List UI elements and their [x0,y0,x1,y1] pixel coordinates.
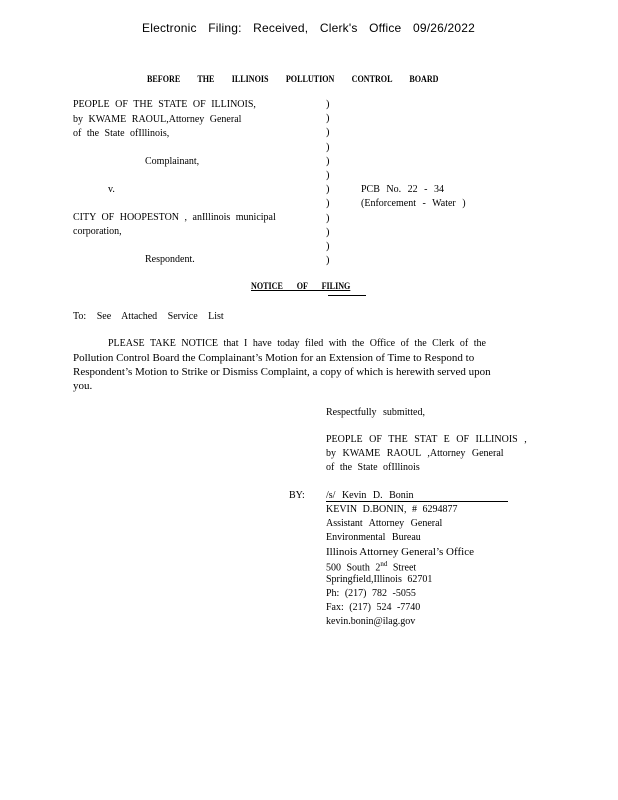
signature-org-line-2: by KWAME RAOUL ,Attorney General [326,448,504,459]
complainant-line-1: PEOPLE OF THE STATE OF ILLINOIS, [73,99,256,110]
signature-org-line-1: PEOPLE OF THE STAT E OF ILLINOIS , [326,434,527,445]
paren: ) [326,99,330,110]
notice-title: NOTICE OF FILING [251,282,351,292]
signed-name: /s/ Kevin D. Bonin [326,490,414,501]
paren: ) [326,241,330,253]
paren: ) [326,212,330,224]
address-line-2: Springfield,Illinois 62701 [326,574,433,585]
signature-org-line-3: of the State ofIllinois [326,462,420,473]
email-link[interactable]: kevin.bonin@ilag.gov [326,616,416,627]
notice-body-line-3: Respondent’s Motion to Strike or Dismiss Complaint, a copy of which is herewith served upon [73,366,491,378]
paren: ) [326,170,330,182]
closing: Respectfully submitted, [326,407,425,418]
signer-title: Assistant Attorney General [326,518,443,529]
address-line-1 [326,560,416,573]
address-street-name: Street [387,562,417,574]
paren: ) [326,127,330,139]
board-heading: BEFORE THE ILLINOIS POLLUTION CONTROL BOARD [147,75,439,85]
respondent-line-1: CITY OF HOOPESTON , anIllinois municipal [73,212,276,223]
complainant-line-2: by KWAME RAOUL,Attorney General [73,114,242,125]
paren: ) [326,226,330,238]
electronic-filing-header: Electronic Filing: Received, Clerk's Office 09/26/2022 [142,21,476,35]
versus: v. [108,184,115,195]
address-street-number: 500 South 2 [326,562,381,574]
paren: ) [326,198,330,210]
fax: Fax: (217) 524 -7740 [326,602,421,613]
phone: Ph: (217) 782 -5055 [326,588,416,599]
signer-bureau: Environmental Bureau [326,532,421,543]
signer-office: Illinois Attorney General’s Office [326,546,474,558]
complainant-line-3: of the State ofIllinois, [73,128,170,139]
notice-body-line-1: PLEASE TAKE NOTICE that I have today filed with the Office of the Clerk of the [108,338,486,349]
signature-line [326,490,508,502]
ordinal-suffix: nd [380,560,388,568]
to-line: To: See Attached Service List [73,311,224,322]
title-underline-extension [328,295,366,296]
respondent-line-2: corporation, [73,226,122,237]
case-type: (Enforcement - Water ) [361,198,466,209]
by-label: BY: [289,490,305,501]
caption-paren-column [326,98,330,268]
case-number: PCB No. 22 - 34 [361,184,444,195]
paren: ) [326,184,330,196]
respondent-role: Respondent. [145,254,195,265]
signer-name: KEVIN D.BONIN, # 6294877 [326,504,458,515]
notice-body-line-2: Pollution Control Board the Complainant’s Motion for an Extension of Time to Respond to [73,352,475,364]
complainant-role: Complainant, [145,156,200,167]
paren: ) [326,155,330,167]
paren: ) [326,141,330,153]
paren: ) [326,113,330,125]
notice-body-line-4: you. [73,380,93,392]
paren: ) [326,255,330,267]
